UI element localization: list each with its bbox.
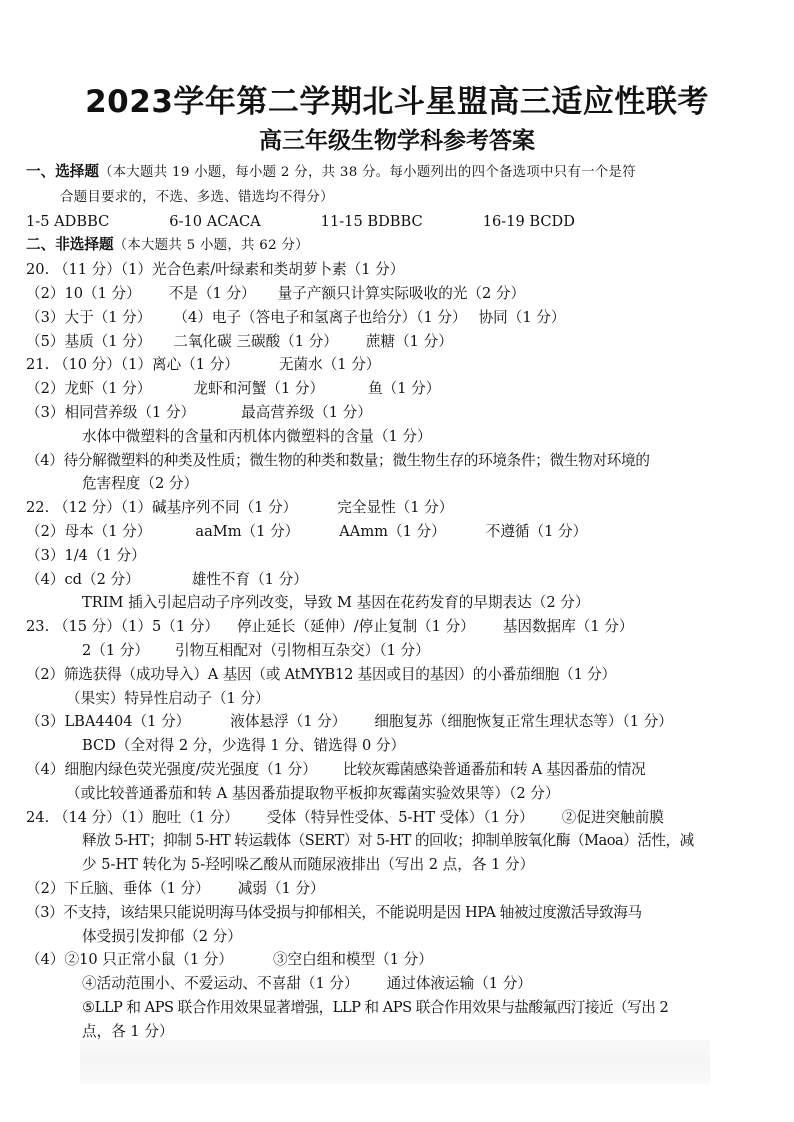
scan-smudge xyxy=(80,1040,710,1084)
q24-line xyxy=(26,948,778,972)
q24-line xyxy=(26,877,778,901)
section2-note: （本大题共 5 小题，共 62 分） xyxy=(113,238,309,254)
document-title: 2023学年第二学期北斗星盟高三适应性联考 xyxy=(85,84,709,120)
q24-line xyxy=(26,996,778,1020)
answer-text: 24. （14 分）（1）胞吐（1 分） xyxy=(26,808,239,826)
q24-line xyxy=(26,829,778,853)
answer-text: 细胞复苏（细胞恢复正常生理状态等）（1 分） xyxy=(374,713,673,731)
answer-text: 比较灰霉菌感染普通番茄和转 A 基因番茄的情况 xyxy=(342,760,646,778)
answer-text: （果实）特异性启动子（1 分） xyxy=(66,689,270,707)
answer-text: 不遵循（1 分） xyxy=(485,522,588,540)
answer-text: AAmm（1 分） xyxy=(339,522,446,540)
answer-text: （5）基质（1 分） xyxy=(26,332,152,350)
answer-text: 雄性不育（1 分） xyxy=(191,570,308,588)
q22-line xyxy=(26,568,778,592)
answer-text: 危害程度（2 分） xyxy=(82,475,199,493)
answer-text: 量子产额只计算实际吸收的光（2 分） xyxy=(277,284,526,302)
answer-group: 16-19 BCDD xyxy=(482,212,575,230)
answer-text: BCD（全对得 2 分，少选得 1 分、错选得 0 分） xyxy=(82,737,406,755)
answer-text: （2）母本（1 分） xyxy=(26,522,152,540)
q24-line xyxy=(26,853,778,877)
answer-text: 最高营养级（1 分） xyxy=(241,403,372,421)
q23-line xyxy=(26,782,778,806)
q20-line xyxy=(26,306,778,330)
section1-note-cont xyxy=(26,185,778,210)
section1-heading-line xyxy=(26,160,778,185)
q21-line xyxy=(26,377,778,401)
answer-text: （4）②10 只正常小鼠（1 分） xyxy=(26,951,233,969)
q20-line xyxy=(26,258,778,282)
answer-text: （2）龙虾（1 分） xyxy=(26,380,152,398)
answer-text: （4）cd（2 分） xyxy=(26,570,140,588)
q22-line xyxy=(26,544,778,568)
q21-line xyxy=(26,353,778,377)
q24-line xyxy=(26,972,778,996)
answer-text: 龙虾和河蟹（1 分） xyxy=(193,380,325,398)
answer-text: （4）待分解微塑料的种类及性质；微生物的种类和数量；微生物生存的环境条件；微生物对环境的 xyxy=(26,451,650,469)
q24-line xyxy=(26,806,778,830)
answer-text: 少 5-HT 转化为 5-羟吲哚乙酸从而随尿液排出（写出 2 点，各 1 分） xyxy=(82,856,535,874)
choice-answers xyxy=(26,210,778,234)
answer-text: 引物互相配对（引物相互杂交）（1 分） xyxy=(175,641,430,659)
answer-text: （2）10（1 分） xyxy=(26,284,141,302)
answer-text: （3）LBA4404（1 分） xyxy=(26,713,191,731)
answer-text: ④活动范围小、不爱运动、不喜甜（1 分） xyxy=(82,975,359,993)
answer-text: ⑤LLP 和 APS 联合作用效果显著增强，LLP 和 APS 联合作用效果与盐酸氟西汀接近（写出 2 xyxy=(82,998,669,1016)
answer-text: 体受损引发抑郁（2 分） xyxy=(82,927,242,945)
answer-text: （3）大于（1 分） xyxy=(26,308,152,326)
answer-group: 11-15 BDBBC xyxy=(320,212,423,230)
section2-heading-line xyxy=(26,233,778,258)
answer-text: 减弱（1 分） xyxy=(237,879,325,897)
answer-text: 不是（1 分） xyxy=(168,284,256,302)
answer-text: 21. （10 分）（1）离心（1 分） xyxy=(26,356,239,374)
answer-text: （3）相同营养级（1 分） xyxy=(26,403,196,421)
answer-text: 液体悬浮（1 分） xyxy=(230,713,347,731)
answer-text: （2）下丘脑、垂体（1 分） xyxy=(26,879,210,897)
document-subtitle: 高三年级生物学科参考答案 xyxy=(259,128,535,154)
answer-body xyxy=(26,160,778,1043)
q23-line xyxy=(26,687,778,711)
answer-text: 合题目要求的，不选、多选、错选均不得分） xyxy=(60,189,334,205)
q20-line xyxy=(26,282,778,306)
answer-text: 基因数据库（1 分） xyxy=(502,618,634,636)
answer-group: 1-5 ADBBC xyxy=(26,212,110,230)
answer-text: 释放 5-HT；抑制 5-HT 转运载体（SERT）对 5-HT 的回收；抑制单胺氧化酶（Maoa）活性，减 xyxy=(82,832,694,850)
answer-text: 点，各 1 分） xyxy=(82,1022,174,1040)
q22-line xyxy=(26,591,778,615)
answer-text: 无菌水（1 分） xyxy=(278,356,381,374)
answer-text: 完全显性（1 分） xyxy=(337,499,454,517)
q22-line xyxy=(26,496,778,520)
q23-line xyxy=(26,758,778,782)
answer-text: 二氧化碳 三碳酸（1 分） xyxy=(173,332,338,350)
q23-line xyxy=(26,639,778,663)
q24-line xyxy=(26,925,778,949)
answer-text: （3）1/4（1 分） xyxy=(26,546,146,564)
answer-text: TRIM 插入引起启动子序列改变，导致 M 基因在花药发育的早期表达（2 分） xyxy=(82,594,590,612)
q23-line xyxy=(26,710,778,734)
q23-line xyxy=(26,734,778,758)
q24-line xyxy=(26,901,778,925)
answer-text: aaMm（1 分） xyxy=(195,522,300,540)
answer-text: 23. （15 分）（1）5（1 分） xyxy=(26,618,220,636)
section1-heading: 一、选择题 xyxy=(26,163,99,180)
section2-heading: 二、非选择题 xyxy=(26,236,114,254)
q21-line xyxy=(26,401,778,425)
answer-text: 2（1 分） xyxy=(82,641,149,659)
answer-text: 通过体液运输（1 分） xyxy=(386,975,532,993)
answer-text: 蔗糖（1 分） xyxy=(365,332,453,350)
answer-text: 受体（特异性受体、5-HT 受体）（1 分） xyxy=(266,808,534,826)
answer-text: 20. （11 分）（1）光合色素/叶绿素和类胡萝卜素（1 分） xyxy=(26,261,405,279)
q21-line xyxy=(26,425,778,449)
answer-text: ③空白组和模型（1 分） xyxy=(272,951,433,969)
answer-text: （2）筛选获得（成功导入）A 基因（或 AtMYB12 基因或目的基因）的小番茄细胞（1 分） xyxy=(26,665,616,683)
q23-line xyxy=(26,663,778,687)
answer-text: （4）电子（答电子和氢离子也给分）（1 分） xyxy=(173,308,467,326)
answer-group: 6-10 ACACA xyxy=(169,212,261,230)
q21-line xyxy=(26,472,778,496)
q20-line xyxy=(26,330,778,354)
answer-text: 鱼（1 分） xyxy=(368,380,441,398)
answer-text: 水体中微塑料的含量和丙机体内微塑料的含量（1 分） xyxy=(82,427,432,445)
q23-line xyxy=(26,615,778,639)
answer-text: （或比较普通番茄和转 A 基因番茄提取物平板抑灰霉菌实验效果等）（2 分） xyxy=(66,784,560,802)
answer-text: 协同（1 分） xyxy=(478,308,566,326)
q21-line xyxy=(26,449,778,473)
section1-note: （本大题共 19 小题，每小题 2 分，共 38 分。每小题列出的四个备选项中只有一个是符 xyxy=(98,165,636,180)
answer-text: 22. （12 分）（1）碱基序列不同（1 分） xyxy=(26,499,298,517)
answer-text: ②促进突触前膜 xyxy=(561,808,664,826)
answer-text: （3）不支持，该结果只能说明海马体受损与抑郁相关，不能说明是因 HPA 轴被过度激活导致海马 xyxy=(26,903,642,921)
answer-text: 停止延长（延伸）/停止复制（1 分） xyxy=(237,618,475,636)
answer-text: （4）细胞内绿色荧光强度/荧光强度（1 分） xyxy=(26,760,317,778)
q22-line xyxy=(26,520,778,544)
